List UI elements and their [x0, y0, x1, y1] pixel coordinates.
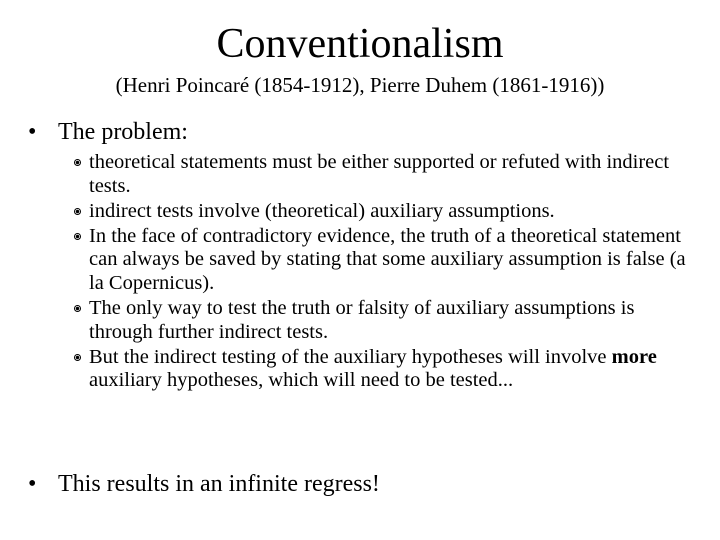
- sub-bullet-icon: [72, 151, 89, 175]
- sub-bullet-item: [72, 151, 692, 198]
- sub-bullet-text: The only way to test the truth or falsity of auxiliary assumptions is through further indirect tests.: [89, 297, 635, 343]
- sub-bullet-text-bold: more: [611, 345, 657, 368]
- sub-bullet-text: In the face of contradictory evidence, the truth of a theoretical statement can always be saved by stating that some auxiliary assumption is false (a la Copernicus).: [89, 224, 686, 294]
- sub-bullet-item: [72, 297, 692, 344]
- sub-bullet-icon: [72, 200, 89, 224]
- sub-bullet-icon: [72, 346, 89, 370]
- slide-subtitle: (Henri Poincaré (1854-1912), Pierre Duhem (1861-1916)): [115, 73, 605, 97]
- sub-bullet-item: [72, 200, 692, 224]
- bullet-problem: [28, 118, 188, 146]
- sub-bullet-text-after: auxiliary hypotheses, which will need to be tested...: [89, 369, 514, 392]
- sub-bullet-text: theoretical statements must be either supported or refuted with indirect tests.: [89, 151, 670, 197]
- bullet-dot-icon: •: [28, 471, 37, 497]
- sub-bullet-icon: [72, 225, 89, 249]
- bullet-problem-text: The problem:: [58, 119, 188, 145]
- bullet-conclusion: [28, 470, 380, 498]
- sub-bullet-item: [72, 346, 692, 393]
- sub-bullet-item: [72, 225, 692, 296]
- bullet-conclusion-text: This results in an infinite regress!: [58, 471, 380, 497]
- sub-bullet-text: [89, 346, 692, 393]
- sub-bullet-text-before: But the indirect testing of the auxiliary hypotheses will involve: [89, 345, 612, 368]
- bullet-dot-icon: •: [28, 119, 37, 145]
- sub-bullet-icon: [72, 297, 89, 321]
- sub-bullet-text: indirect tests involve (theoretical) auxiliary assumptions.: [89, 199, 555, 222]
- sub-bullet-list: [72, 151, 692, 394]
- slide-title: Conventionalism: [216, 21, 504, 67]
